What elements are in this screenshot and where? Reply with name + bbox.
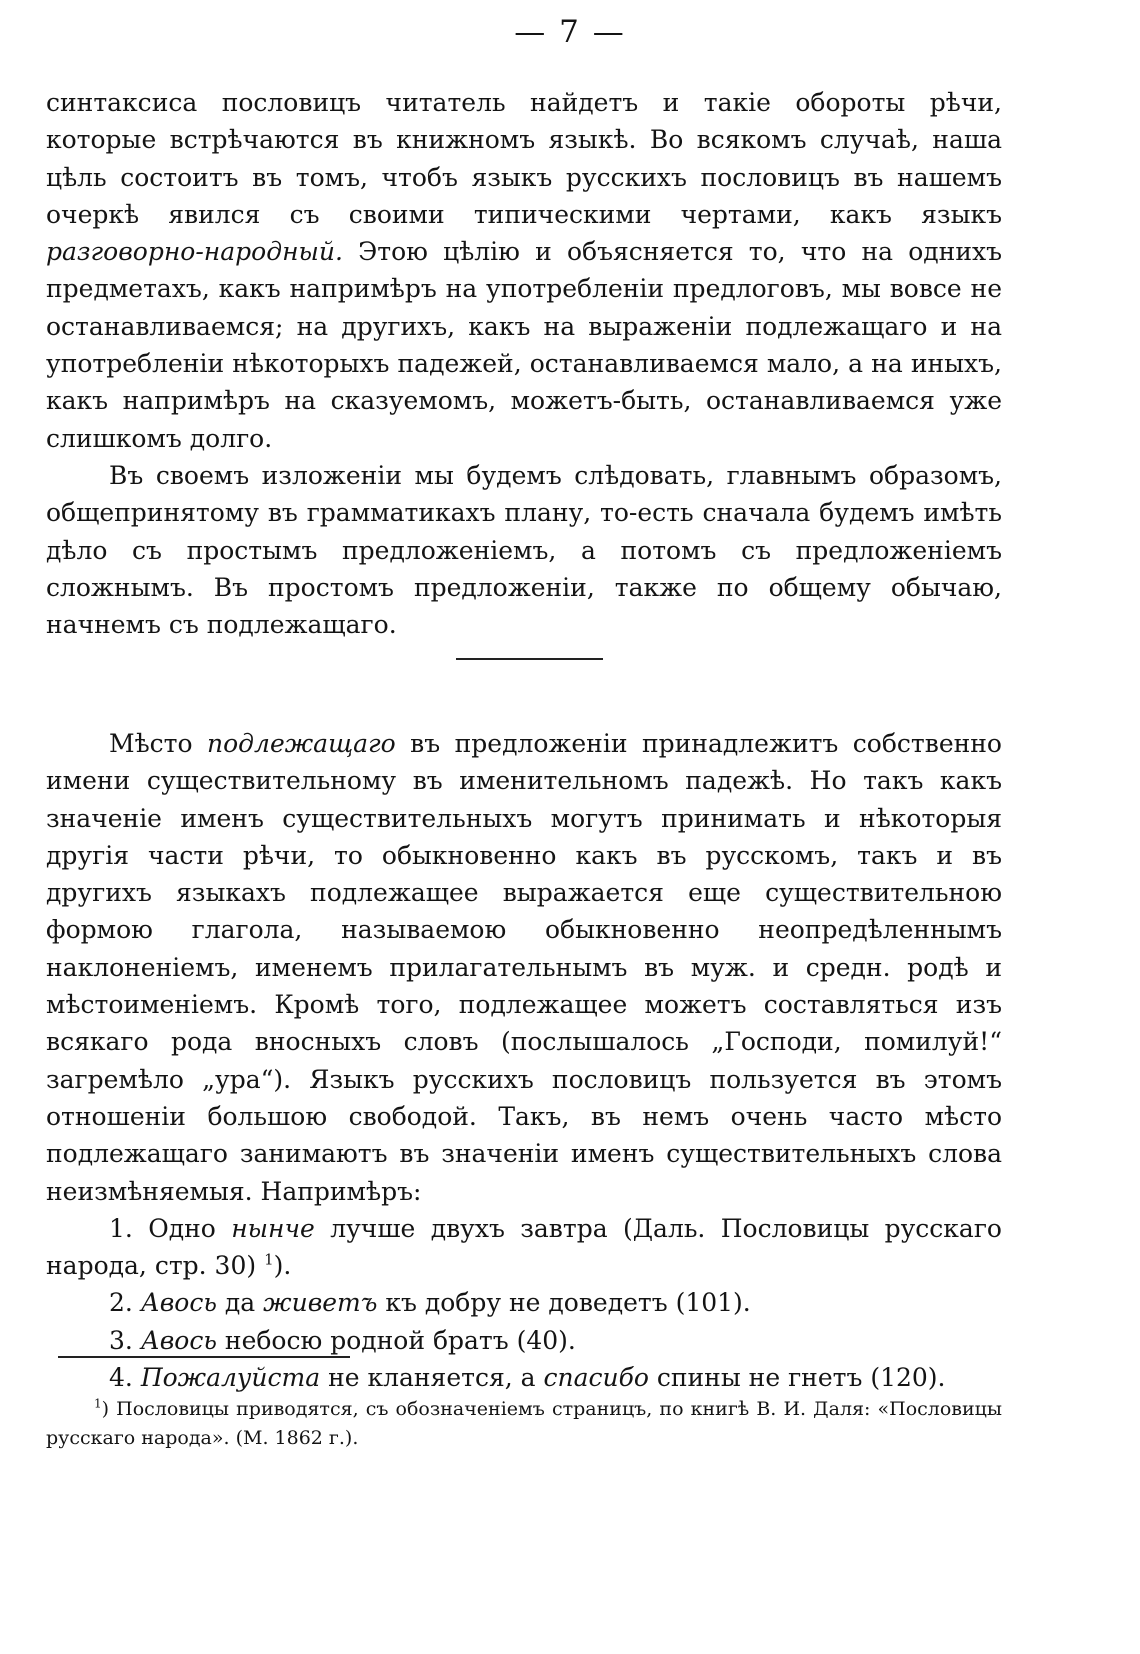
footnote-marker: 1 [94, 1396, 102, 1411]
emphasis-podlezhashchago: подлежащаго [207, 729, 396, 758]
list-item: 4. Пожалуйста не кланяется, а спасибо спины не гнетъ (120). [109, 1363, 946, 1393]
footnote-ref: 1 [264, 1250, 274, 1269]
paragraph-3: Мѣсто подлежащаго въ предложеніи принадлежитъ собственно имени существительному въ именительномъ падежѣ. Но такъ какъ значеніе именъ существительныхъ могутъ принимать и нѣкоторыя другія части рѣчи, то обыкновенно какъ въ русскомъ, такъ и въ другихъ языкахъ подлежащее выражается еще существительною формою глагола, называемою обыкновенно неопредѣленнымъ наклоненіемъ, именемъ прилагательнымъ въ муж. и средн. родѣ и мѣстоименіемъ. Кромѣ того, подлежащее можетъ составляться изъ всякаго рода вносныхъ словъ (послышалось „Господи, помилуй!“ загремѣло „ура“). Языкъ русскихъ пословицъ пользуется въ этомъ отношеніи большою свободой. Такъ, въ немъ очень часто мѣсто подлежащаго занимаютъ въ значеніи именъ существительныхъ слова неизмѣняемыя. Напримѣръ: [46, 729, 1002, 1206]
list-item: 1. Одно нынче лучше двухъ завтра (Даль. Пословицы русскаго народа, стр. 30) $^1$). [46, 1213, 1002, 1281]
text-block-top [46, 84, 1002, 643]
emphasis-razgovorno-narodny: разговорно-народный. [46, 237, 343, 267]
footnote: $^1$) Пословицы приводятся, съ обозначеніемъ страницъ, по книгѣ В. И. Даля: «Пословицы русскаго народа». (М. 1862 г.). [46, 1396, 1002, 1449]
examples-list [46, 1210, 1002, 1396]
list-item: 3. Авось небосю родной братъ (40). [109, 1325, 576, 1355]
section-divider [456, 658, 603, 660]
paragraph-2: Въ своемъ изложеніи мы будемъ слѣдовать, главнымъ образомъ, общепринятому въ грамматикахъ плану, то-есть сначала будемъ имѣть дѣло съ простымъ предложеніемъ, а потомъ съ предложеніемъ сложнымъ. Въ простомъ предложеніи, также по общему обычаю, начнемъ съ подлежащаго. [46, 460, 1002, 640]
list-item: 2. Авось да живетъ къ добру не доведетъ (101). [109, 1288, 751, 1318]
footnote-divider [58, 1356, 350, 1358]
page-number: — 7 — [514, 14, 626, 50]
paragraph-1: синтаксиса пословицъ читатель найдетъ и такіе обороты рѣчи, которые встрѣчаются въ книжномъ языкѣ. Во всякомъ случаѣ, наша цѣль состоитъ въ томъ, чтобъ языкъ русскихъ пословицъ въ нашемъ очеркѣ явился съ своими типическими чертами, какъ языкъ разговорно-народный. Этою цѣлію и объясняется то, что на однихъ предметахъ, какъ напримѣръ на употребленіи предлоговъ, мы вовсе не останавливаемся; на другихъ, какъ на выраженіи подлежащаго и на употребленіи нѣкоторыхъ падежей, останавливаемся мало, а на иныхъ, какъ напримѣръ на сказуемомъ, можетъ-быть, останавливаемся уже слишкомъ долго. [46, 88, 1002, 453]
text-block-bottom [46, 725, 1002, 1396]
